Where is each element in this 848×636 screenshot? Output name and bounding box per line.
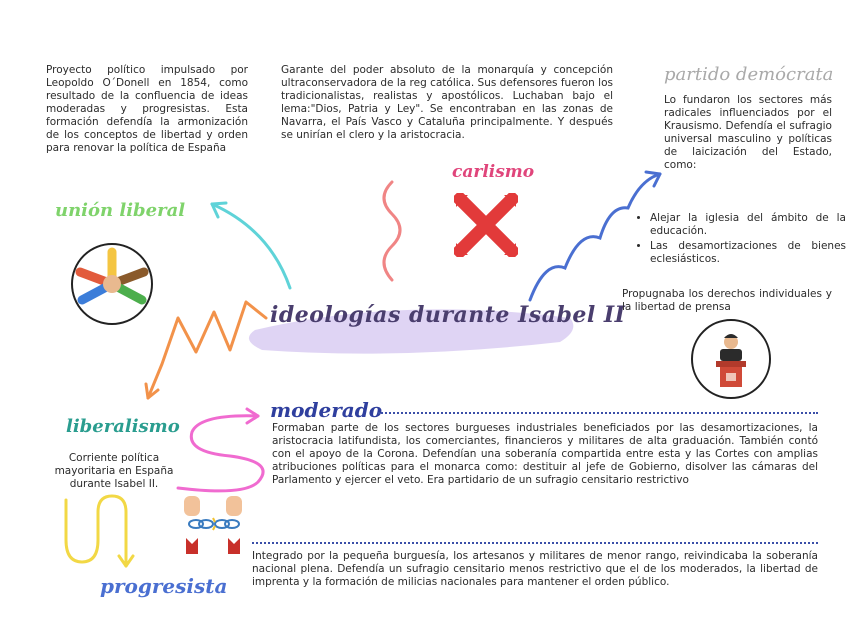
arrow-carlismo — [384, 182, 400, 280]
partido-democrata-heading: partido demócrata — [664, 64, 834, 85]
partido-democrata-extra: Propugnaba los derechos individuales y la libertad de prensa — [622, 288, 832, 313]
moderado-text: Formaban parte de los sectores burgueses industriales beneficiados por las desamortizaciones, la aristocracia latifundista, los comerciantes, financieros y militares de alta graduación. También contó con el apoyo de la Corona. Defendían una soberanía compartida entre esta y las Cortes con amplias atribuciones políticas para el monarca como: destituir al jefe de Gobierno, disolver las cámaras del Parlamento y ejercer el veto. Era partidario de un sufragio censitario restrictivo — [272, 422, 818, 486]
broken-chains-icon — [178, 494, 248, 560]
carlismo-heading: carlismo — [452, 162, 535, 182]
partido-democrata-text: Lo fundaron los sectores más radicales influenciados por el Krausismo. Defendía el sufragio universal masculino y políticas de laicización del Estado, como: — [664, 94, 832, 171]
speaker-podium-icon — [690, 318, 772, 400]
cross-flag-icon — [454, 193, 518, 257]
arrow-liberalismo — [148, 302, 266, 398]
moderado-divider — [378, 412, 818, 414]
arrow-progresista — [66, 496, 126, 566]
page-title: ideologías durante Isabel II — [270, 302, 626, 328]
moderado-heading: moderado — [270, 398, 383, 422]
list-item: • Alejar la iglesia del ámbito de la educación. — [650, 212, 846, 238]
progresista-heading: progresista — [100, 574, 228, 598]
liberalismo-text: Corriente política mayoritaria en España durante Isabel II. — [54, 452, 174, 490]
hands-circle-icon — [70, 242, 154, 326]
partido-democrata-bullets — [636, 212, 846, 268]
list-item: • Las desamortizaciones de bienes eclesiásticos. — [650, 240, 846, 266]
union-liberal-text: Proyecto político impulsado por Leopoldo O´Donell en 1854, como resultado de la confluencia de ideas moderadas y progresistas. Esta formación defendía la armonización de los conceptos de libertad y orden para renovar la política de España — [46, 64, 248, 154]
arrow-union-liberal — [212, 204, 290, 288]
progresista-text: Integrado por la pequeña burguesía, los artesanos y militares de menor rango, reivindicaba la soberanía nacional plena. Defendía un sufragio censitario menos restrictivo que el de los moderados, la libertad de imprenta y la formación de milicias nacionales para mantener el orden público. — [252, 550, 818, 588]
liberalismo-heading: liberalismo — [66, 416, 180, 437]
carlismo-text: Garante del poder absoluto de la monarquía y concepción ultraconservadora de la reg católica. Sus defensores fueron los tradicionalistas, realistas y apostólicos. Luchaban bajo el lema:"Dios, Patria y Ley". Se encontraban en las zonas de Navarra, el País Vasco y Cataluña principalmente. Y después se unirían el clero y la aristocracia. — [281, 64, 613, 141]
union-liberal-heading: unión liberal — [55, 200, 186, 221]
progresista-divider — [252, 542, 818, 544]
arrow-moderado — [178, 416, 263, 491]
